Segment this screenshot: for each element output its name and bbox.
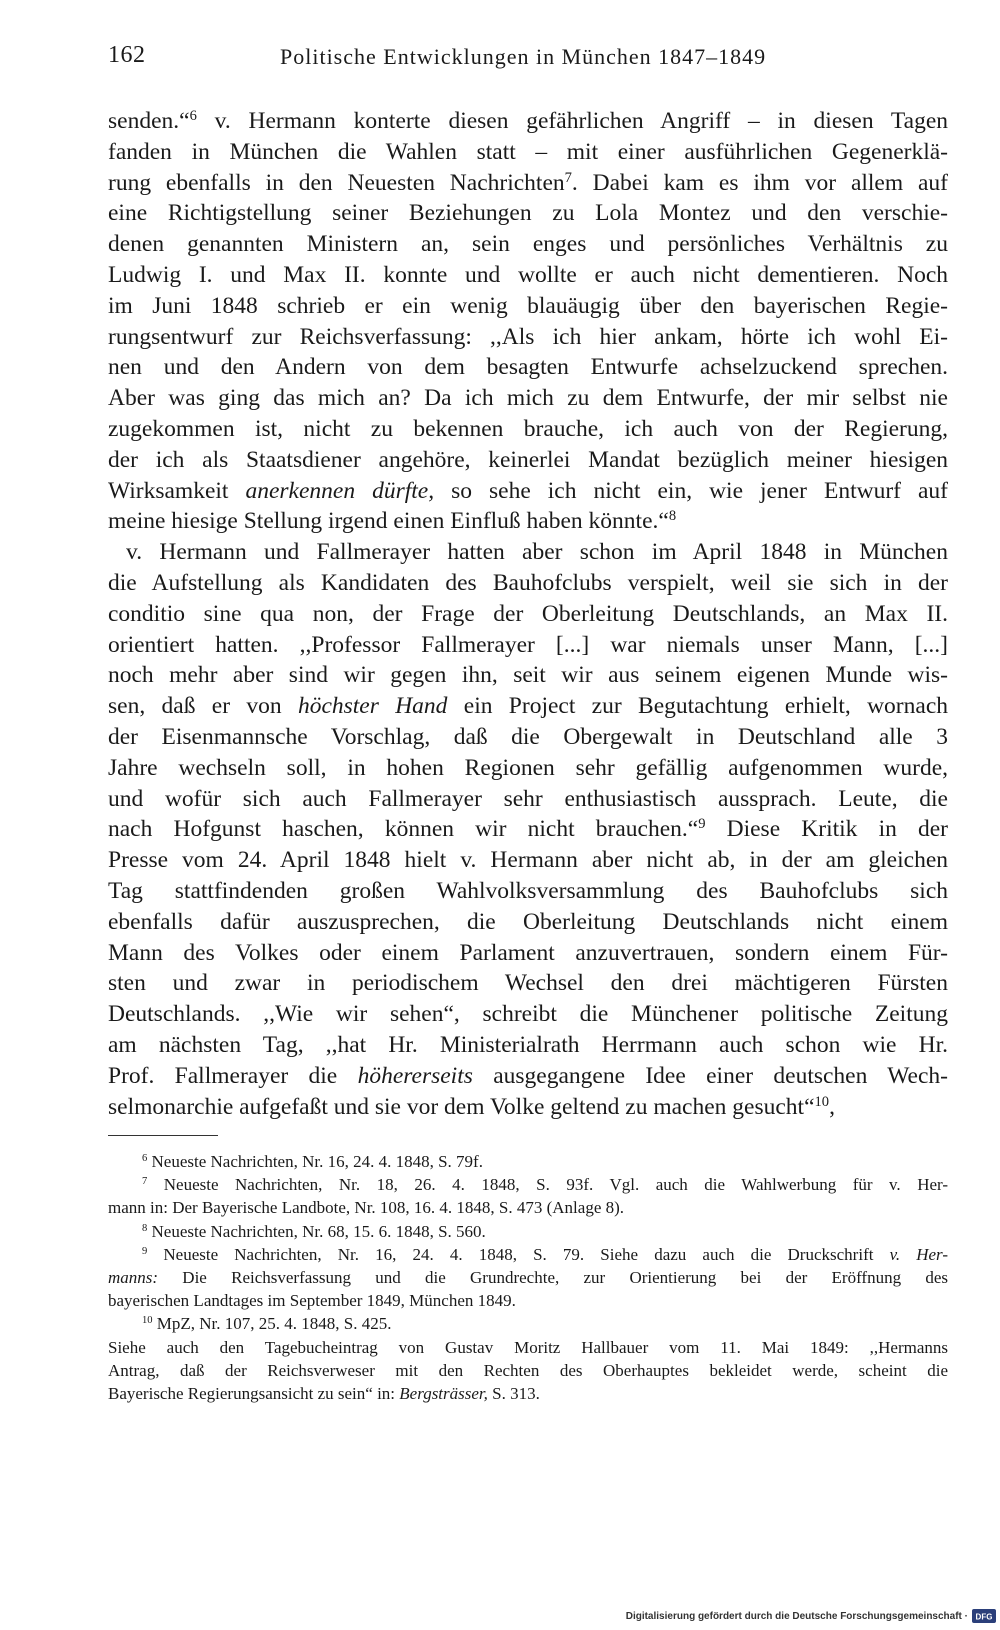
digitization-banner bbox=[626, 1606, 996, 1626]
paragraph-start: v. Hermann und Fallmerayer hatten aber schon im April 1848 in München bbox=[126, 539, 948, 566]
page-header bbox=[108, 42, 948, 78]
text-line: der Eisenmannsche Vorschlag, daß die Obergewalt in Deutschland alle 3 bbox=[108, 723, 948, 750]
text-line: Mann des Volkes oder einem Parlament anzuvertrauen, sondern einem Für- bbox=[108, 939, 948, 966]
text-line: selmonarchie aufgefaßt und sie vor dem Volke geltend zu machen gesucht“$^{10}$, bbox=[108, 1093, 835, 1120]
text-line: Aber was ging das mich an? Da ich mich zu dem Entwurfe, der mir selbst nie bbox=[108, 385, 948, 412]
emphasis: höchster Hand bbox=[297, 693, 448, 720]
running-title: Politische Entwicklungen in München 1847–1849 bbox=[280, 44, 767, 69]
text-line: rungsentwurf zur Reichsverfassung: ,,Als ich hier ankam, hörte ich wohl Ei- bbox=[108, 323, 948, 350]
footnote-ref: 9 bbox=[698, 816, 706, 833]
digitization-credit: Digitalisierung gefördert durch die Deutsche Forschungsgemeinschaft · bbox=[625, 1610, 968, 1622]
footnote-ref: 10 bbox=[814, 1093, 830, 1110]
footnote-7: $^7$ Neueste Nachrichten, Nr. 18, 26. 4. 1848, S. 93f. Vgl. auch die Wahlwerbung für v. Her- bbox=[142, 1175, 948, 1195]
footnote-8: $^8$ Neueste Nachrichten, Nr. 68, 15. 6. 1848, S. 560. bbox=[142, 1221, 486, 1241]
text-line: und wofür sich auch Fallmerayer sehr enthusiastisch aussprach. Leute, die bbox=[108, 785, 948, 812]
text-line: Ludwig I. und Max II. konnte und wollte er auch nicht dementieren. Noch bbox=[108, 261, 948, 288]
text-line: Presse vom 24. April 1848 hielt v. Hermann aber nicht ab, in der am gleichen bbox=[108, 847, 948, 874]
text-line: zugekommen ist, nicht zu bekennen brauche, ich auch von der Regierung, bbox=[108, 415, 948, 442]
footnote-line: Antrag, daß der Reichsverweser mit den Rechten des Oberhauptes bekleidet werde, scheint die bbox=[108, 1360, 948, 1380]
text-line: fanden in München die Wahlen statt – mit einer ausführlichen Gegenerklä- bbox=[108, 138, 948, 165]
footnote-line: manns: Die Reichsverfassung und die Grundrechte, zur Orientierung bei der Eröffnung des bbox=[108, 1267, 948, 1287]
footnote-divider bbox=[108, 1135, 218, 1136]
text-line: Tag stattfindenden großen Wahlvolksversammlung des Bauhofclubs sich bbox=[108, 877, 948, 904]
emphasis: höhererseits bbox=[357, 1062, 473, 1089]
text-line: sen, daß er von höchster Hand ein Project zur Begutachtung erhielt, wornach bbox=[108, 693, 948, 720]
text-line: der ich als Staatsdiener angehöre, keinerlei Mandat bezüglich meiner hiesigen bbox=[108, 446, 948, 473]
footnote-line: mann in: Der Bayerische Landbote, Nr. 108, 16. 4. 1848, S. 473 (Anlage 8). bbox=[108, 1198, 625, 1218]
text-line: Wirksamkeit anerkennen dürfte, so sehe ich nicht ein, wie jener Entwurf auf bbox=[108, 477, 948, 504]
text-line: rung ebenfalls in den Neuesten Nachrichten$^7$. Dabei kam es ihm vor allem auf bbox=[108, 169, 949, 196]
text-line: sten und zwar in periodischem Wechsel den drei mächtigeren Fürsten bbox=[108, 970, 948, 997]
text-line: im Juni 1848 schrieb er ein wenig blauäugig über den bayerischen Regie- bbox=[108, 292, 948, 319]
footnotes bbox=[108, 1150, 948, 1405]
text-line: nach Hofgunst haschen, können wir nicht brauchen.“$^9$ Diese Kritik in der bbox=[108, 816, 948, 843]
footnote-10: $^{10}$ MpZ, Nr. 107, 25. 4. 1848, S. 425. bbox=[142, 1314, 392, 1334]
text-line: Prof. Fallmerayer die höhererseits ausgegangene Idee einer deutschen Wech- bbox=[108, 1062, 948, 1089]
text-line: Deutschlands. ,,Wie wir sehen“, schreibt die Münchener politische Zeitung bbox=[108, 1001, 948, 1028]
emphasis: anerkennen dürfte, bbox=[245, 477, 435, 504]
footnote-ref: 6 bbox=[189, 108, 197, 124]
footnote-6: $^6$ Neueste Nachrichten, Nr. 16, 24. 4. 1848, S. 79f. bbox=[142, 1152, 483, 1171]
footnote-line: Bayerische Regierungsansicht zu sein“ in: Bergsträsser, S. 313. bbox=[108, 1383, 540, 1403]
text-line: die Aufstellung als Kandidaten des Bauhofclubs verspielt, weil sie sich in der bbox=[108, 569, 948, 596]
footnote-ref: 7 bbox=[564, 169, 572, 186]
text-line: Jahre wechseln soll, in hohen Regionen sehr gefällig aufgenommen wurde, bbox=[108, 754, 948, 781]
main-text bbox=[108, 106, 948, 1122]
text-line: am nächsten Tag, ,,hat Hr. Ministerialrath Herrmann auch schon wie Hr. bbox=[108, 1031, 948, 1058]
text-line: ebenfalls dafür auszusprechen, die Oberleitung Deutschlands nicht einem bbox=[108, 908, 948, 935]
footnote-9: $^9$ Neueste Nachrichten, Nr. 16, 24. 4. 1848, S. 79. Siehe dazu auch die Druckschrift v. Her- bbox=[142, 1244, 948, 1264]
footnote-line: bayerischen Landtages im September 1849, München 1849. bbox=[108, 1291, 516, 1311]
text-line: noch mehr aber sind wir gegen ihn, seit wir aus seinem eigenen Munde wis- bbox=[108, 662, 948, 689]
footnote-line: Siehe auch den Tagebucheintrag von Gustav Moritz Hallbauer vom 11. Mai 1849: ,,Hermanns bbox=[108, 1337, 948, 1357]
dfg-logo-icon bbox=[972, 1609, 996, 1623]
text-line: eine Richtigstellung seiner Beziehungen zu Lola Montez und den verschie- bbox=[108, 200, 948, 227]
footnote-ref: 8 bbox=[668, 508, 677, 525]
text-line: denen genannten Ministern an, sein enges und persönliches Verhältnis zu bbox=[108, 231, 948, 258]
text-line: orientiert hatten. ,,Professor Fallmerayer [...] war niemals unser Mann, [...] bbox=[108, 631, 948, 658]
dfg-logo-text: DFG bbox=[975, 1612, 993, 1622]
text-line: conditio sine qua non, der Frage der Oberleitung Deutschlands, an Max II. bbox=[108, 600, 948, 627]
text-line: nen und den Andern von dem besagten Entwurfe achselzuckend sprechen. bbox=[108, 354, 948, 381]
page-number: 162 bbox=[108, 42, 146, 68]
text-line: senden.“$^6$ v. Hermann konterte diesen gefährlichen Angriff – in diesen Tagen bbox=[108, 108, 948, 134]
text-line: meine hiesige Stellung irgend einen Einfluß haben könnte.“$^8$ bbox=[108, 508, 677, 535]
